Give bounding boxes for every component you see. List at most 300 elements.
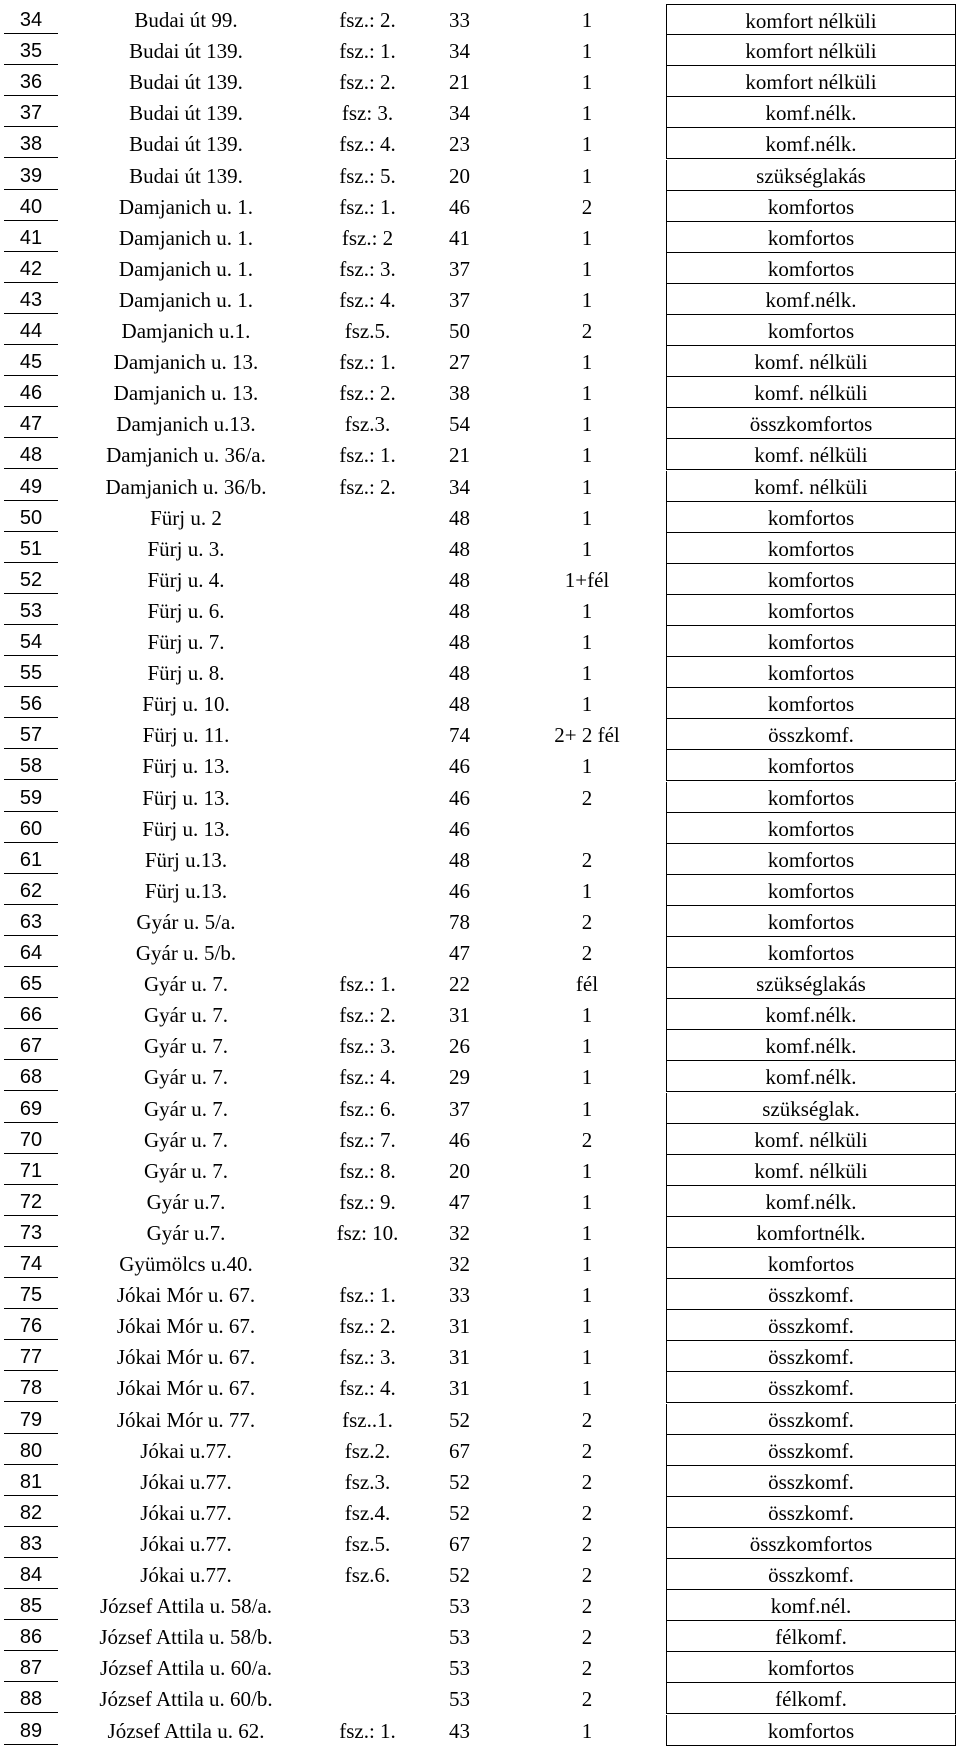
comfort-cell: komfortos (666, 657, 956, 688)
table-row (0, 1590, 960, 1621)
table-row (0, 502, 960, 533)
row-number: 45 (4, 346, 58, 376)
rooms-cell: 2 (581, 1407, 593, 1432)
floor-cell (315, 782, 420, 813)
comfort-cell: komfortos (666, 315, 956, 346)
rooms-cell: 1 (581, 661, 593, 686)
floor-cell: fsz.: 4. (339, 287, 396, 312)
rooms-cell: 1+fél (564, 567, 610, 592)
comfort-cell: komfort nélküli (666, 66, 956, 97)
floor-cell: fsz.: 7. (339, 1127, 396, 1152)
area-cell: 37 (449, 287, 470, 312)
rooms-cell: fél (575, 972, 599, 997)
comfort-cell: összkomf. (666, 1559, 956, 1590)
area-cell: 48 (449, 567, 470, 592)
area-cell: 74 (449, 723, 470, 748)
address-cell: Gyár u. 5/b. (135, 941, 237, 965)
rooms-cell: 1 (581, 536, 593, 561)
rooms-cell: 2 (581, 1625, 593, 1650)
area-cell: 48 (449, 661, 470, 686)
area-cell: 31 (449, 1003, 470, 1028)
area-cell: 41 (449, 225, 470, 250)
rooms-cell: 2 (581, 319, 593, 343)
comfort-cell: komf. nélküli (666, 439, 956, 470)
table-row (0, 1466, 960, 1497)
rooms-cell: 1 (581, 1252, 593, 1276)
comfort-cell: komfortos (666, 1652, 956, 1683)
floor-cell (315, 1248, 420, 1279)
rooms-cell: 1 (581, 1345, 593, 1370)
row-number: 80 (4, 1435, 58, 1465)
rooms-cell: 2 (581, 1531, 593, 1556)
address-cell: Gyár u. 7. (144, 1127, 228, 1152)
area-cell: 27 (449, 350, 470, 375)
comfort-cell: komf.nélk. (666, 284, 956, 315)
area-cell: 67 (449, 1531, 470, 1556)
comfort-cell: komfortos (666, 502, 956, 533)
rooms-cell: 1 (581, 878, 593, 903)
row-number: 47 (4, 408, 58, 438)
table-row (0, 97, 960, 128)
table-row (0, 191, 960, 222)
rooms-cell: 1 (581, 287, 593, 312)
floor-cell: fsz.: 2. (339, 1314, 396, 1339)
floor-cell (315, 844, 420, 875)
address-cell: Gyár u. 7. (144, 1003, 228, 1028)
floor-cell (315, 750, 420, 781)
row-number: 53 (4, 595, 58, 625)
rooms-cell: 1 (581, 1003, 593, 1028)
address-cell: Jókai u.77. (140, 1500, 232, 1525)
area-cell: 46 (449, 194, 470, 219)
floor-cell: fsz.: 1. (339, 972, 396, 997)
address-cell: Fürj u.13. (144, 878, 228, 903)
address-cell: Damjanich u. 13. (113, 350, 259, 375)
area-cell: 67 (449, 1438, 470, 1463)
floor-cell: fsz.: 1. (339, 443, 396, 468)
table-row (0, 626, 960, 657)
floor-cell (315, 626, 420, 657)
comfort-cell: komfortos (666, 875, 956, 906)
table-row (0, 1248, 960, 1279)
floor-cell: fsz.: 4. (339, 132, 396, 157)
row-number: 75 (4, 1279, 58, 1309)
table-row (0, 1093, 960, 1124)
table-row (0, 160, 960, 191)
comfort-cell: szükséglak. (666, 1093, 956, 1124)
address-cell: Gyár u.7. (146, 1189, 226, 1214)
address-cell: Damjanich u.1. (121, 319, 251, 343)
floor-cell: fsz.: 2. (339, 474, 396, 499)
rooms-cell: 1 (581, 598, 593, 623)
area-cell: 78 (449, 909, 470, 934)
address-cell: Fürj u. 4. (147, 567, 225, 592)
table-row (0, 1435, 960, 1466)
address-cell: Damjanich u. 1. (118, 194, 254, 219)
comfort-cell: komf.nél. (666, 1590, 956, 1621)
floor-cell: fsz.: 3. (339, 256, 396, 281)
row-number: 89 (4, 1715, 58, 1745)
address-cell: Jókai u.77. (140, 1563, 232, 1587)
table-row (0, 1061, 960, 1092)
address-cell: Budai út 139. (129, 39, 243, 64)
comfort-cell: komfortos (666, 1715, 956, 1746)
address-cell: Budai út 139. (129, 163, 243, 188)
comfort-cell: összkomf. (666, 1279, 956, 1310)
floor-cell: fsz.5. (344, 319, 391, 343)
address-cell: Fürj u. 13. (142, 754, 230, 779)
area-cell: 32 (449, 1252, 470, 1276)
area-cell: 47 (449, 941, 470, 965)
floor-cell (315, 1652, 420, 1683)
row-number: 54 (4, 626, 58, 656)
table-row (0, 408, 960, 439)
row-number: 66 (4, 999, 58, 1029)
rooms-cell: 1 (581, 163, 593, 188)
area-cell: 54 (449, 412, 470, 437)
address-cell: Gyár u. 5/a. (136, 909, 236, 934)
comfort-cell: komfortos (666, 906, 956, 937)
comfort-cell: összkomf. (666, 1435, 956, 1466)
address-cell: Jókai Mór u. 77. (116, 1407, 256, 1432)
area-cell: 20 (449, 163, 470, 188)
address-cell: Fürj u. 13. (142, 816, 230, 841)
row-number: 36 (4, 66, 58, 96)
area-cell: 53 (449, 1625, 470, 1650)
row-number: 37 (4, 97, 58, 127)
row-number: 38 (4, 128, 58, 158)
comfort-cell: komfort nélküli (666, 35, 956, 66)
address-cell: Damjanich u. 36/a. (106, 443, 266, 468)
floor-cell: fsz.4. (344, 1500, 391, 1525)
address-cell: József Attila u. 62. (107, 1718, 265, 1743)
address-cell: Fürj u. 2 (150, 505, 222, 530)
address-cell: Gyár u. 7. (144, 1034, 228, 1059)
rooms-cell: 2 (581, 1500, 593, 1525)
table-row (0, 1715, 960, 1746)
row-number: 68 (4, 1061, 58, 1091)
table-row (0, 35, 960, 66)
comfort-cell: összkomfortos (666, 408, 956, 439)
row-number: 67 (4, 1030, 58, 1060)
area-cell: 31 (449, 1314, 470, 1339)
row-number: 52 (4, 564, 58, 594)
row-number: 62 (4, 875, 58, 905)
area-cell: 48 (449, 598, 470, 623)
rooms-cell: 1 (581, 381, 593, 406)
area-cell: 52 (449, 1407, 470, 1432)
rooms-cell: 1 (581, 1065, 593, 1090)
table-row (0, 999, 960, 1030)
address-cell: József Attila u. 60/a. (99, 1656, 273, 1681)
floor-cell (315, 1590, 420, 1621)
rooms-cell: 1 (581, 256, 593, 281)
floor-cell (315, 906, 420, 937)
row-number: 58 (4, 750, 58, 780)
area-cell: 34 (449, 474, 470, 499)
floor-cell: fsz: 10. (336, 1220, 399, 1245)
table-row (0, 1186, 960, 1217)
comfort-cell: komfortos (666, 626, 956, 657)
table-row (0, 1497, 960, 1528)
rooms-cell: 2 (581, 1563, 593, 1587)
table-row (0, 750, 960, 781)
row-number: 56 (4, 688, 58, 718)
area-cell: 48 (449, 692, 470, 717)
row-number: 46 (4, 377, 58, 407)
address-cell: Gyümölcs u.40. (119, 1252, 253, 1276)
comfort-cell: komfortnélk. (666, 1217, 956, 1248)
table-row (0, 937, 960, 968)
row-number: 41 (4, 222, 58, 252)
table-row (0, 1621, 960, 1652)
address-cell: Budai út 139. (129, 70, 243, 95)
row-number: 42 (4, 253, 58, 283)
address-cell: Gyár u. 7. (144, 1158, 228, 1183)
comfort-cell: komfortos (666, 937, 956, 968)
floor-cell (315, 533, 420, 564)
area-cell: 29 (449, 1065, 470, 1090)
floor-cell (315, 657, 420, 688)
address-cell: Budai út 139. (129, 132, 243, 157)
area-cell: 46 (449, 816, 470, 841)
floor-cell: fsz.: 1. (339, 1283, 396, 1308)
table-row (0, 719, 960, 750)
rooms-cell: 1 (581, 350, 593, 375)
row-number: 49 (4, 471, 58, 501)
area-cell: 22 (449, 972, 470, 997)
area-cell: 48 (449, 630, 470, 654)
table-row (0, 533, 960, 564)
comfort-cell: komfortos (666, 688, 956, 719)
rooms-cell: 2 (581, 909, 593, 934)
address-cell: József Attila u. 60/b. (99, 1687, 273, 1712)
address-cell: Jókai Mór u. 67. (116, 1376, 256, 1401)
floor-cell (315, 813, 420, 844)
row-number: 65 (4, 968, 58, 998)
row-number: 73 (4, 1217, 58, 1247)
rooms-cell: 2 (581, 941, 593, 965)
comfort-cell: komfortos (666, 595, 956, 626)
area-cell: 21 (449, 443, 470, 468)
area-cell: 46 (449, 878, 470, 903)
row-number: 74 (4, 1248, 58, 1278)
address-cell: Fürj u. 8. (147, 661, 225, 686)
table-row (0, 1279, 960, 1310)
comfort-cell: komf. nélküli (666, 377, 956, 408)
row-number: 88 (4, 1683, 58, 1713)
comfort-cell: komfort nélküli (666, 4, 956, 35)
area-cell: 53 (449, 1656, 470, 1681)
rooms-cell: 1 (581, 474, 593, 499)
row-number: 43 (4, 284, 58, 314)
address-cell: Jókai Mór u. 67. (116, 1314, 256, 1339)
rooms-cell: 1 (581, 8, 593, 32)
comfort-cell: összkomf. (666, 1310, 956, 1341)
row-number: 50 (4, 502, 58, 532)
comfort-cell: komf. nélküli (666, 1124, 956, 1155)
address-cell: Jókai Mór u. 67. (116, 1345, 256, 1370)
rooms-cell: 2+ 2 fél (554, 723, 620, 748)
area-cell: 34 (449, 39, 470, 64)
rooms-cell: 2 (581, 1594, 593, 1619)
address-cell: Budai út 139. (129, 101, 243, 126)
row-number: 72 (4, 1186, 58, 1216)
row-number: 51 (4, 533, 58, 563)
row-number: 55 (4, 657, 58, 687)
table-row (0, 813, 960, 844)
area-cell: 33 (449, 1283, 470, 1308)
area-cell: 46 (449, 785, 470, 810)
address-cell: Damjanich u. 1. (118, 287, 254, 312)
row-number: 86 (4, 1621, 58, 1651)
area-cell: 20 (449, 1158, 470, 1183)
address-cell: Jókai u.77. (140, 1438, 232, 1463)
comfort-cell: komfortos (666, 222, 956, 253)
comfort-cell: összkomf. (666, 1466, 956, 1497)
floor-cell (315, 1683, 420, 1714)
rooms-cell: 2 (581, 785, 593, 810)
row-number: 82 (4, 1497, 58, 1527)
table-row (0, 315, 960, 346)
floor-cell: fsz.: 2. (339, 381, 396, 406)
address-cell: Damjanich u. 13. (113, 381, 259, 406)
table-row (0, 906, 960, 937)
comfort-cell: komfortos (666, 750, 956, 781)
row-number: 35 (4, 35, 58, 65)
table-row (0, 1124, 960, 1155)
area-cell: 31 (449, 1345, 470, 1370)
area-cell: 53 (449, 1594, 470, 1619)
rooms-cell: 1 (581, 1034, 593, 1059)
address-cell: József Attila u. 58/a. (99, 1594, 273, 1619)
rooms-cell: 1 (581, 412, 593, 437)
address-cell: Damjanich u. 1. (118, 256, 254, 281)
floor-cell: fsz.2. (344, 1438, 391, 1463)
table-row (0, 439, 960, 470)
floor-cell: fsz.: 1. (339, 39, 396, 64)
comfort-cell: félkomf. (666, 1621, 956, 1652)
rooms-cell: 1 (581, 1096, 593, 1121)
comfort-cell: komf.nélk. (666, 999, 956, 1030)
area-cell: 34 (449, 101, 470, 126)
floor-cell: fsz.: 2. (339, 1003, 396, 1028)
row-number: 69 (4, 1093, 58, 1123)
rooms-cell: 1 (581, 132, 593, 157)
area-cell: 26 (449, 1034, 470, 1059)
area-cell: 48 (449, 536, 470, 561)
floor-cell (315, 688, 420, 719)
rooms-cell: 2 (581, 1469, 593, 1494)
table-row (0, 222, 960, 253)
comfort-cell: félkomf. (666, 1683, 956, 1714)
area-cell: 52 (449, 1500, 470, 1525)
table-row (0, 1341, 960, 1372)
address-cell: Fürj u. 7. (147, 630, 225, 654)
comfort-cell: komfortos (666, 782, 956, 813)
comfort-cell: komfortos (666, 253, 956, 284)
floor-cell: fsz.5. (344, 1531, 391, 1556)
address-cell: Gyár u. 7. (144, 1096, 228, 1121)
table-row (0, 875, 960, 906)
floor-cell: fsz.: 2 (341, 225, 394, 250)
rooms-cell: 1 (581, 225, 593, 250)
table-row (0, 377, 960, 408)
rooms-cell: 2 (581, 1687, 593, 1712)
floor-cell: fsz.: 1. (339, 1718, 396, 1743)
comfort-cell: komf.nélk. (666, 1030, 956, 1061)
table-row (0, 1528, 960, 1559)
row-number: 84 (4, 1559, 58, 1589)
rooms-cell: 1 (581, 1314, 593, 1339)
row-number: 77 (4, 1341, 58, 1371)
address-cell: Damjanich u. 36/b. (105, 474, 267, 499)
address-cell: Budai út 99. (134, 8, 238, 32)
row-number: 57 (4, 719, 58, 749)
rooms-cell: 1 (581, 1158, 593, 1183)
address-cell: Damjanich u.13. (116, 412, 256, 437)
rooms-cell: 1 (581, 101, 593, 126)
comfort-cell: komfortos (666, 844, 956, 875)
floor-cell: fsz.: 5. (339, 163, 396, 188)
comfort-cell: komfortos (666, 533, 956, 564)
comfort-cell: komf.nélk. (666, 128, 956, 159)
area-cell: 50 (449, 319, 470, 343)
area-cell: 23 (449, 132, 470, 157)
floor-cell (315, 595, 420, 626)
floor-cell: fsz.3. (344, 1469, 391, 1494)
comfort-cell: komfortos (666, 813, 956, 844)
floor-cell (315, 1621, 420, 1652)
floor-cell: fsz.: 2. (339, 8, 396, 32)
comfort-cell: komf.nélk. (666, 1186, 956, 1217)
rooms-cell: 1 (581, 39, 593, 64)
table-row (0, 284, 960, 315)
table-row (0, 688, 960, 719)
floor-cell: fsz.: 4. (339, 1065, 396, 1090)
area-cell: 52 (449, 1563, 470, 1587)
floor-cell (315, 719, 420, 750)
floor-cell: fsz.6. (344, 1563, 391, 1587)
rooms-cell: 1 (581, 505, 593, 530)
address-cell: Jókai u.77. (140, 1469, 232, 1494)
area-cell: 53 (449, 1687, 470, 1712)
table-row (0, 782, 960, 813)
floor-cell: fsz..1. (342, 1407, 393, 1432)
row-number: 39 (4, 160, 58, 190)
comfort-cell: összkomf. (666, 1497, 956, 1528)
area-cell: 48 (449, 505, 470, 530)
floor-cell: fsz.: 9. (339, 1189, 396, 1214)
address-cell: József Attila u. 58/b. (99, 1625, 273, 1650)
row-number: 79 (4, 1404, 58, 1434)
row-number: 85 (4, 1590, 58, 1620)
table-row (0, 1030, 960, 1061)
table-row (0, 253, 960, 284)
row-number: 87 (4, 1652, 58, 1682)
table-row (0, 66, 960, 97)
area-cell: 32 (449, 1220, 470, 1245)
address-cell: Fürj u. 11. (142, 723, 230, 748)
address-cell: Damjanich u. 1. (118, 225, 254, 250)
rooms-cell: 1 (581, 1283, 593, 1308)
area-cell: 37 (449, 256, 470, 281)
floor-cell (315, 502, 420, 533)
floor-cell: fsz.3. (344, 412, 391, 437)
rooms-cell: 2 (581, 1127, 593, 1152)
comfort-cell: komf. nélküli (666, 346, 956, 377)
row-number: 81 (4, 1466, 58, 1496)
